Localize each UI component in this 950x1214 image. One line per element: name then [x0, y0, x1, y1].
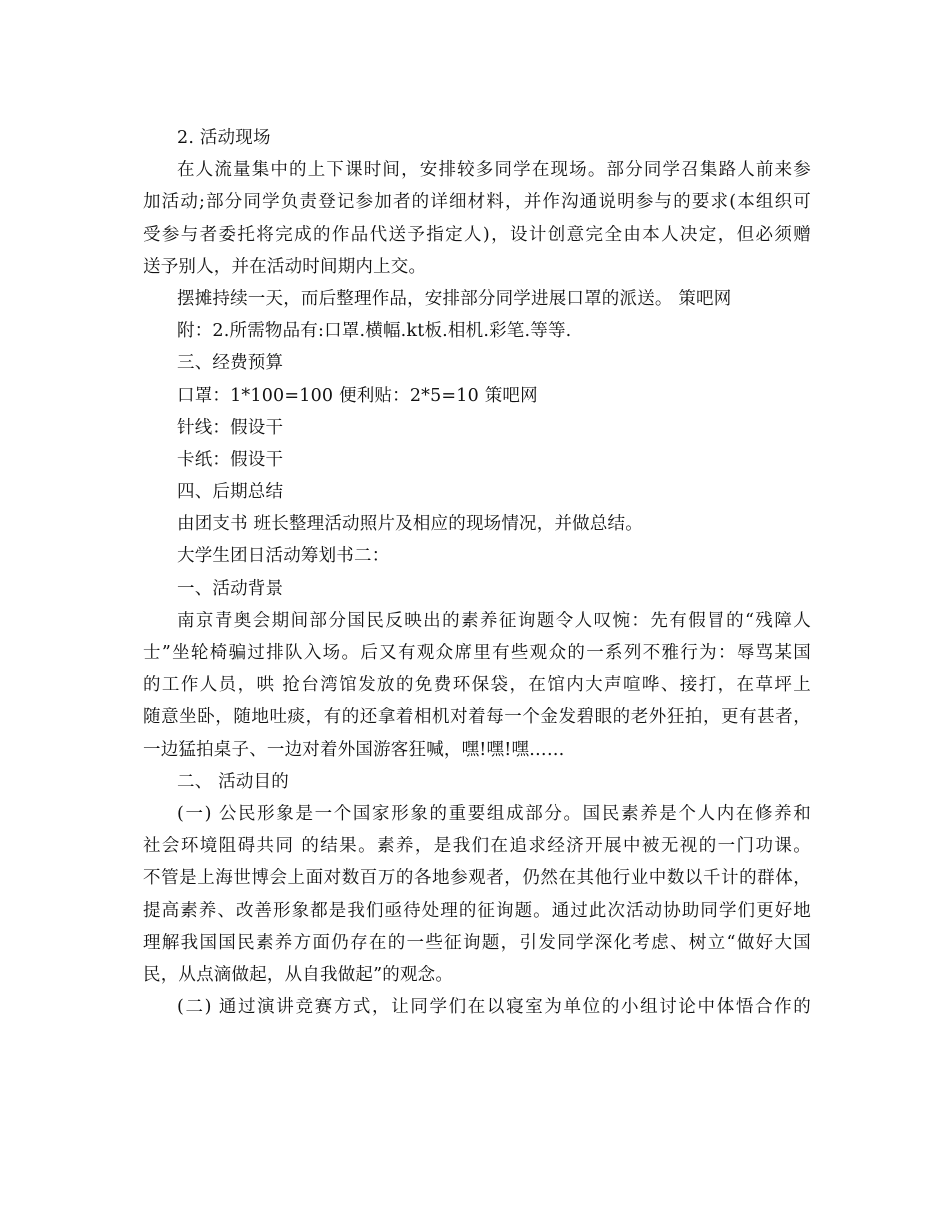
text-line: 受参与者委托将完成的作品代送予指定人)，设计创意完全由本人决定，但必须赠	[143, 224, 811, 245]
text-line: 提高素养、改善形象都是我们亟待处理的征询题。通过此次活动协助同学们更好地	[143, 900, 811, 921]
text-line: 的工作人员，哄 抢台湾馆发放的免费环保袋，在馆内大声喧哗、接打，在草坪上	[143, 675, 811, 696]
text-line: 民，从点滴做起，从自我做起”的观念。	[143, 964, 454, 985]
text-line: 在人流量集中的上下课时间，安排较多同学在现场。部分同学召集路人前来参	[177, 160, 811, 181]
text-line: 卡纸：假设干	[177, 449, 284, 470]
text-line: 加活动;部分同学负责登记参加者的详细材料，并作沟通说明参与的要求(本组织可	[143, 192, 811, 213]
text-line: 三、经费预算	[177, 353, 284, 374]
text-line: 附：2.所需物品有:口罩.横幅.kt板.相机.彩笔.等等.	[177, 321, 572, 342]
text-line: 由团支书 班长整理活动照片及相应的现场情况，并做总结。	[177, 514, 643, 535]
text-line: (二) 通过演讲竞赛方式，让同学们在以寝室为单位的小组讨论中体悟合作的	[177, 997, 811, 1018]
text-line: 2. 活动现场	[177, 128, 271, 148]
text-line: 随意坐卧，随地吐痰，有的还拿着相机对着每一个金发碧眼的老外狂拍，更有甚者，	[143, 707, 811, 728]
text-line: 一边猛拍桌子、一边对着外国游客狂喊，嘿!嘿!嘿……	[143, 739, 565, 760]
text-line: 大学生团日活动筹划书二：	[177, 546, 390, 567]
text-line: 社会环境阻碍共同 的结果。素养，是我们在追求经济开展中被无视的一门功课。	[143, 836, 811, 857]
text-line: 摆摊持续一天，而后整理作品，安排部分同学进展口罩的派送。 策吧网	[177, 288, 732, 309]
text-line: 口罩：1*100=100 便利贴：2*5=10 策吧网	[177, 385, 538, 406]
text-line: 不管是上海世博会上面对数百万的各地参观者，仍然在其他行业中数以千计的群体，	[143, 868, 811, 889]
text-line: 针线：假设干	[177, 417, 284, 438]
document-body	[143, 122, 811, 1023]
text-line: 士”坐轮椅骗过排队入场。后又有观众席里有些观众的一系列不雅行为：辱骂某国	[143, 643, 811, 663]
text-line: 一、活动背景	[177, 578, 284, 599]
text-line: 二、 活动目的	[177, 771, 289, 792]
text-line: 理解我国国民素养方面仍存在的一些征询题，引发同学深化考虑、树立“做好大国	[143, 932, 811, 953]
text-line: 南京青奥会期间部分国民反映出的素养征询题令人叹惋：先有假冒的“残障人	[177, 610, 811, 631]
text-line: 四、后期总结	[177, 482, 284, 503]
text-line: (一) 公民形象是一个国家形象的重要组成部分。国民素养是个人内在修养和	[177, 803, 811, 824]
text-line: 送予别人，并在活动时间期内上交。	[143, 256, 427, 277]
